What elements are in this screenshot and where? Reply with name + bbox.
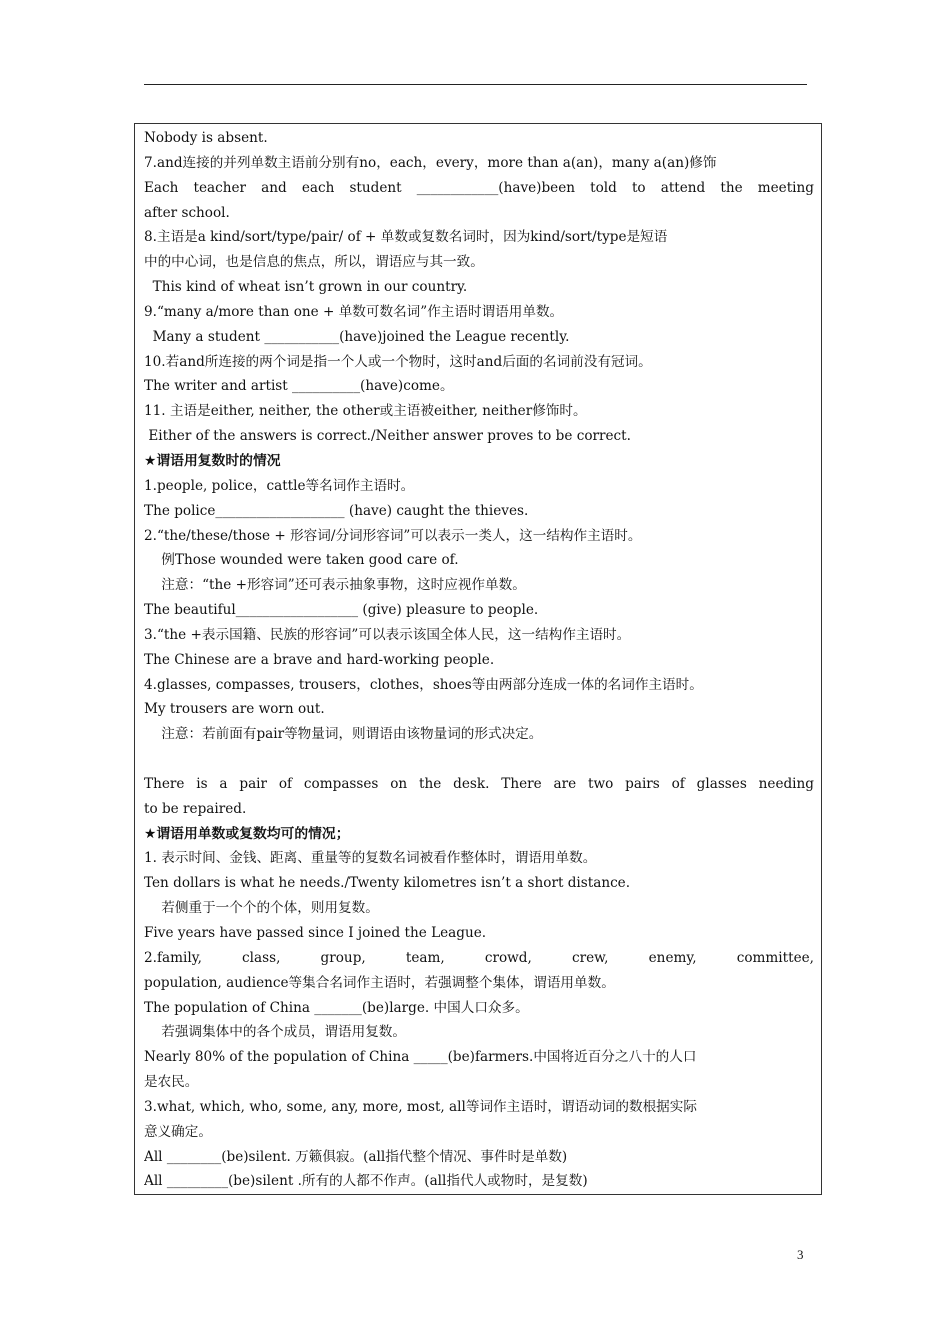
text-line: Five years have passed since I joined the League.	[144, 925, 487, 941]
text-line: 2.“the/these/those + 形容词/分词形容词”可以表示一类人，这一结构作主语时。	[144, 527, 642, 544]
blank-line	[144, 747, 814, 772]
text-line: The Chinese are a brave and hard-working people.	[144, 651, 495, 668]
text-line: 若强调集体中的各个成员，谓语用复数。	[144, 1024, 406, 1041]
text-line: 8.主语是a kind/sort/type/pair/ of + 单数或复数名词时，因为kind/sort/type是短语	[144, 229, 668, 246]
text-line: 1.people, police，cattle等名词作主语时。	[144, 477, 415, 494]
text-line: All ________(be)silent. 万籁俱寂。(all指代整个情况、事件时是单数)	[144, 1148, 568, 1165]
text-line: 若侧重于一个个的个体，则用复数。	[144, 900, 379, 917]
text-line: Nobody is absent.	[144, 130, 268, 146]
text-line: Many a student ___________(have)joined the League recently.	[144, 328, 570, 345]
text-line: All _________(be)silent .所有的人都不作声。(all指代人或物时，是复数)	[144, 1173, 588, 1190]
section-heading: ★谓语用单数或复数均可的情况；	[144, 825, 350, 842]
text-line: Nearly 80% of the population of China _____(be)farmers.中国将近百分之八十的人口	[144, 1049, 697, 1066]
text-line: Ten dollars is what he needs./Twenty kilometres isn’t a short distance.	[144, 875, 631, 892]
page-number: 3	[797, 1247, 804, 1262]
text-line: 4.glasses, compasses, trousers，clothes，shoes等由两部分连成一体的名词作主语时。	[144, 676, 703, 693]
text-line: The writer and artist __________(have)come。	[144, 378, 454, 395]
text-line: 中的中心词，也是信息的焦点，所以，谓语应与其一致。	[144, 254, 484, 271]
text-line: 意义确定。	[144, 1123, 212, 1140]
section-heading: ★谓语用复数时的情况	[144, 452, 281, 469]
text-line: The population of China _______(be)large. 中国人口众多。	[144, 999, 529, 1016]
content-table-cell	[134, 123, 822, 1195]
text-line: 9.“many a/more than one + 单数可数名词”作主语时谓语用单数。	[144, 303, 564, 320]
text-line: 注意：若前面有pair等物量词，则谓语由该物量词的形式决定。	[144, 726, 543, 743]
text-line: There is a pair of compasses on the desk. There are two pairs of glasses needing	[144, 775, 814, 792]
text-line: 例Those wounded were taken good care of.	[144, 552, 459, 569]
text-line: 7.and连接的并列单数主语前分别有no，each，every，more than a(an)，many a(an)修饰	[144, 154, 717, 171]
text-line: 3.what, which, who, some, any, more, most, all等词作主语时，谓语动词的数根据实际	[144, 1098, 697, 1115]
text-lines	[144, 126, 814, 1194]
header-rule	[144, 84, 807, 85]
text-line: 1. 表示时间、金钱、距离、重量等的复数名词被看作整体时，谓语用单数。	[144, 850, 597, 867]
text-line: after school.	[144, 204, 230, 221]
text-line: 10.若and所连接的两个词是指一个人或一个物时，这时and后面的名词前没有冠词。	[144, 353, 652, 370]
text-line: Either of the answers is correct./Neither answer proves to be correct.	[144, 428, 631, 445]
text-line: 3.“the +表示国籍、民族的形容词”可以表示该国全体人民，这一结构作主语时。	[144, 626, 631, 643]
text-line: The beautiful__________________ (give) pleasure to people.	[144, 602, 539, 619]
text-line: 注意：“the +形容词”还可表示抽象事物，这时应视作单数。	[144, 577, 526, 594]
text-line: to be repaired.	[144, 800, 247, 817]
text-line: 2.family, class, group, team, crowd, crew, enemy, committee,	[144, 949, 814, 966]
text-line: 11. 主语是either, neither, the other或主语被either, neither修饰时。	[144, 403, 587, 420]
text-line: This kind of wheat isn’t grown in our country.	[144, 279, 468, 296]
text-line: population, audience等集合名词作主语时，若强调整个集体，谓语用单数。	[144, 974, 615, 991]
text-line: 是农民。	[144, 1074, 199, 1091]
text-line: My trousers are worn out.	[144, 701, 325, 718]
text-line: The police___________________ (have) caught the thieves.	[144, 502, 529, 519]
text-line: Each teacher and each student ____________(have)been told to attend the meeting	[144, 179, 814, 196]
